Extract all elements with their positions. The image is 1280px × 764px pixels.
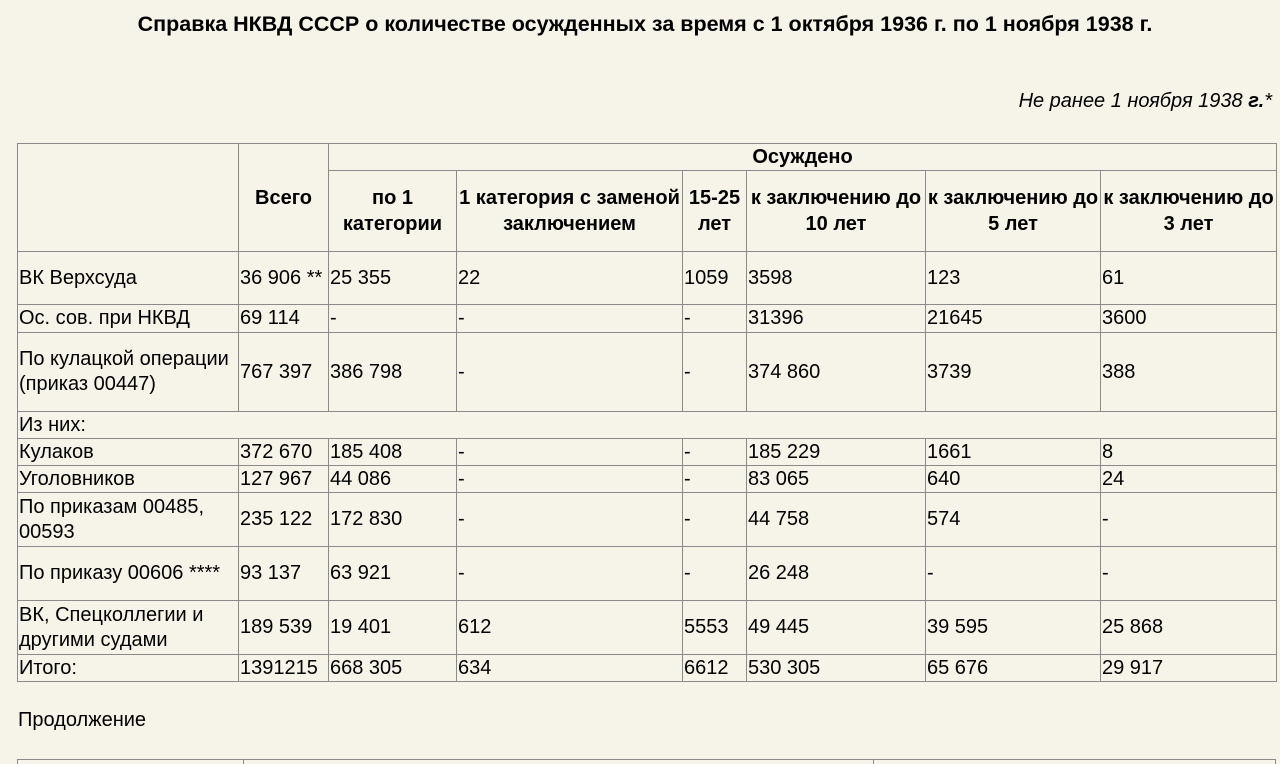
cell-cat1-replaced: -	[457, 333, 683, 412]
cell-cat1: -	[329, 305, 457, 333]
row-label: По приказу 00606 ****	[18, 547, 239, 601]
section-label: Из них:	[18, 412, 1277, 439]
cell-5y: 65 676	[926, 655, 1101, 682]
cell-cat1-replaced: 22	[457, 252, 683, 305]
cell-cat1: 185 408	[329, 439, 457, 466]
next-table-border	[873, 760, 874, 764]
row-label: ВК Верхсуда	[18, 252, 239, 305]
cell-total: 189 539	[239, 601, 329, 655]
table-row	[18, 439, 1277, 466]
header-col-cat1: по 1 категории	[329, 171, 457, 252]
table-row	[18, 493, 1277, 547]
next-table-border	[1275, 760, 1276, 764]
cell-3y: 388	[1101, 333, 1277, 412]
cell-15-25: -	[683, 333, 747, 412]
date-bold: г.	[1248, 90, 1265, 112]
cell-total: 235 122	[239, 493, 329, 547]
document-title: Справка НКВД СССР о количестве осужденных за время с 1 октября 1936 г. по 1 ноября 1938 г.	[137, 12, 1153, 36]
cell-10y: 185 229	[747, 439, 926, 466]
table-row	[18, 305, 1277, 333]
cell-3y: 3600	[1101, 305, 1277, 333]
cell-3y: 8	[1101, 439, 1277, 466]
cell-cat1: 19 401	[329, 601, 457, 655]
row-label: Кулаков	[18, 439, 239, 466]
header-row-top	[18, 144, 1277, 171]
cell-10y: 26 248	[747, 547, 926, 601]
cell-total: 69 114	[239, 305, 329, 333]
cell-cat1-replaced: -	[457, 439, 683, 466]
next-table-border	[17, 760, 18, 764]
cell-total: 93 137	[239, 547, 329, 601]
table-row	[18, 252, 1277, 305]
cell-10y: 374 860	[747, 333, 926, 412]
cell-5y: 39 595	[926, 601, 1101, 655]
cell-cat1: 63 921	[329, 547, 457, 601]
cell-3y: 24	[1101, 466, 1277, 493]
cell-15-25: -	[683, 466, 747, 493]
cell-total: 1391215	[239, 655, 329, 682]
cell-cat1: 25 355	[329, 252, 457, 305]
cell-5y: 21645	[926, 305, 1101, 333]
header-convicted: Осуждено	[329, 144, 1277, 171]
cell-15-25: -	[683, 493, 747, 547]
cell-10y: 3598	[747, 252, 926, 305]
cell-15-25: 5553	[683, 601, 747, 655]
cell-cat1-replaced: -	[457, 493, 683, 547]
cell-cat1: 172 830	[329, 493, 457, 547]
cell-cat1-replaced: -	[457, 466, 683, 493]
document-date	[1019, 90, 1272, 113]
header-col-cat1-replaced: 1 категория с заменой заключением	[457, 171, 683, 252]
cell-15-25: 1059	[683, 252, 747, 305]
cell-10y: 530 305	[747, 655, 926, 682]
row-label: Итого:	[18, 655, 239, 682]
cell-5y: -	[926, 547, 1101, 601]
cell-cat1-replaced: -	[457, 547, 683, 601]
cell-3y: 61	[1101, 252, 1277, 305]
cell-cat1: 386 798	[329, 333, 457, 412]
table-row	[18, 601, 1277, 655]
cell-10y: 83 065	[747, 466, 926, 493]
cell-cat1: 44 086	[329, 466, 457, 493]
cell-15-25: -	[683, 547, 747, 601]
cell-5y: 123	[926, 252, 1101, 305]
row-label: Уголовников	[18, 466, 239, 493]
cell-3y: 25 868	[1101, 601, 1277, 655]
cell-cat1-replaced: -	[457, 305, 683, 333]
cell-5y: 574	[926, 493, 1101, 547]
next-table-edge	[17, 759, 1276, 764]
cell-3y: -	[1101, 547, 1277, 601]
cell-15-25: -	[683, 439, 747, 466]
cell-3y: 29 917	[1101, 655, 1277, 682]
cell-cat1-replaced: 612	[457, 601, 683, 655]
date-suffix: *	[1264, 90, 1272, 112]
next-table-border	[243, 760, 244, 764]
continuation-label: Продолжение	[18, 709, 147, 731]
cell-5y: 3739	[926, 333, 1101, 412]
header-total: Всего	[239, 144, 329, 252]
table-row	[18, 547, 1277, 601]
table-total-row	[18, 655, 1277, 682]
cell-total: 767 397	[239, 333, 329, 412]
header-col-15-25: 15-25 лет	[683, 171, 747, 252]
header-col-5y: к заключению до 5 лет	[926, 171, 1101, 252]
header-col-10y: к заключению до 10 лет	[747, 171, 926, 252]
cell-cat1: 668 305	[329, 655, 457, 682]
row-label: По приказам 00485, 00593	[18, 493, 239, 547]
header-col-3y: к заключению до 3 лет	[1101, 171, 1277, 252]
cell-10y: 31396	[747, 305, 926, 333]
cell-total: 127 967	[239, 466, 329, 493]
row-label: ВК, Спецколлегии и другими судами	[18, 601, 239, 655]
table-row	[18, 466, 1277, 493]
cell-10y: 49 445	[747, 601, 926, 655]
table-row	[18, 333, 1277, 412]
cell-total: 372 670	[239, 439, 329, 466]
cell-10y: 44 758	[747, 493, 926, 547]
cell-total: 36 906 **	[239, 252, 329, 305]
row-label: Ос. сов. при НКВД	[18, 305, 239, 333]
cell-15-25: -	[683, 305, 747, 333]
cell-15-25: 6612	[683, 655, 747, 682]
cell-cat1-replaced: 634	[457, 655, 683, 682]
cell-5y: 640	[926, 466, 1101, 493]
header-corner-cell	[18, 144, 239, 252]
cell-3y: -	[1101, 493, 1277, 547]
cell-5y: 1661	[926, 439, 1101, 466]
date-prefix: Не ранее 1 ноября 1938	[1018, 90, 1249, 112]
row-label: По кулацкой операции (приказ 00447)	[18, 333, 239, 412]
convictions-table	[17, 143, 1277, 682]
table-section-row	[18, 412, 1277, 439]
